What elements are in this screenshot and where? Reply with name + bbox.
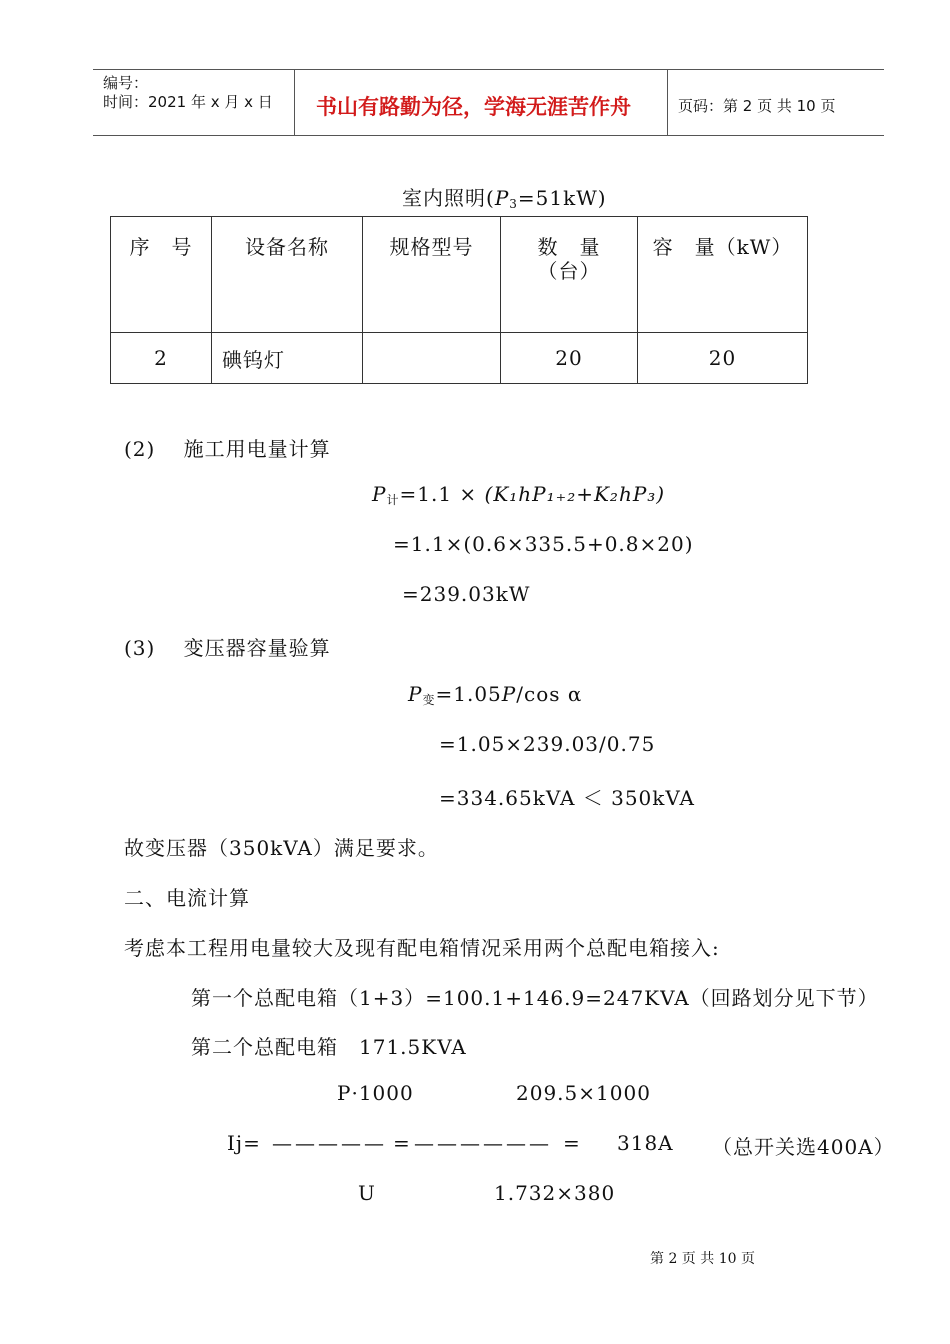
fraction-denominator-1: U (358, 1181, 376, 1205)
fraction-numerator-1: P·1000 (337, 1081, 414, 1105)
fraction-numerator-2: 209.5×1000 (516, 1081, 651, 1105)
table-row (111, 333, 808, 384)
col-header-no: 序 号 (111, 217, 212, 333)
section-3-result: =334.65kVA ＜ 350kVA (439, 786, 695, 810)
fraction-denominator-2: 1.732×380 (494, 1181, 616, 1205)
table-caption: 室内照明$(P_3=51kW)$ (402, 186, 607, 211)
conclusion-text: 故变压器（350kVA）满足要求。 (124, 836, 439, 860)
header-bottom-rule (93, 135, 884, 136)
ij-label: Ij= (227, 1131, 261, 1155)
header-divider-right (667, 69, 668, 136)
header-top-rule (93, 69, 884, 70)
col-header-spec: 规格型号 (363, 217, 501, 333)
cell-spec (363, 333, 501, 384)
header-time-label: 时间：2021 年 x 月 x 日 (103, 93, 273, 111)
section-2-result: =239.03kW (402, 582, 531, 606)
equals-sign-2: = (563, 1131, 581, 1155)
col-header-name: 设备名称 (212, 217, 363, 333)
col-header-qty: 数 量 （台） (501, 217, 638, 333)
section-3-heading: (3) 变压器容量验算 (124, 636, 331, 660)
section-3-formula: $P_变=1.05P/\cos$ α (408, 682, 583, 707)
current-heading: 二、电流计算 (124, 886, 250, 910)
section-3-step: =1.05×239.03/0.75 (439, 732, 656, 756)
fraction-bar-2: —————— (414, 1131, 552, 1155)
cell-no: 2 (111, 333, 212, 384)
current-result: 318A (617, 1131, 674, 1155)
page-footer: 第 2 页 共 10 页 (650, 1251, 755, 1267)
header-motto: 书山有路勤为径，学海无涯苦作舟 (316, 94, 631, 119)
col-header-capacity: 容 量（kW） (638, 217, 808, 333)
cell-qty: 20 (501, 333, 638, 384)
cell-name: 碘钨灯 (212, 333, 363, 384)
fraction-bar-1: ————— (272, 1131, 387, 1155)
box-2-line: 第二个总配电箱 171.5KVA (191, 1035, 467, 1059)
cell-capacity: 20 (638, 333, 808, 384)
equals-sign-1: = (393, 1131, 411, 1155)
header-page-info: 页码：第 2 页 共 10 页 (678, 97, 836, 115)
header-divider-left (294, 69, 295, 136)
table-header-row (111, 217, 808, 333)
breaker-note: （总开关选400A） (712, 1135, 895, 1159)
header-number-label: 编号： (103, 74, 149, 92)
section-2-step: =1.1×(0.6×335.5+0.8×20) (393, 532, 694, 556)
current-intro: 考虑本工程用电量较大及现有配电箱情况采用两个总配电箱接入: (124, 936, 720, 960)
box-1-line: 第一个总配电箱（1+3）=100.1+146.9=247KVA（回路划分见下节） (191, 986, 879, 1010)
equipment-table (110, 216, 808, 384)
section-2-heading: (2) 施工用电量计算 (124, 437, 331, 461)
section-2-formula: $P_计=1.1 \times (K_1hP_{1+2}+K_2hP_3)$ (372, 482, 666, 507)
